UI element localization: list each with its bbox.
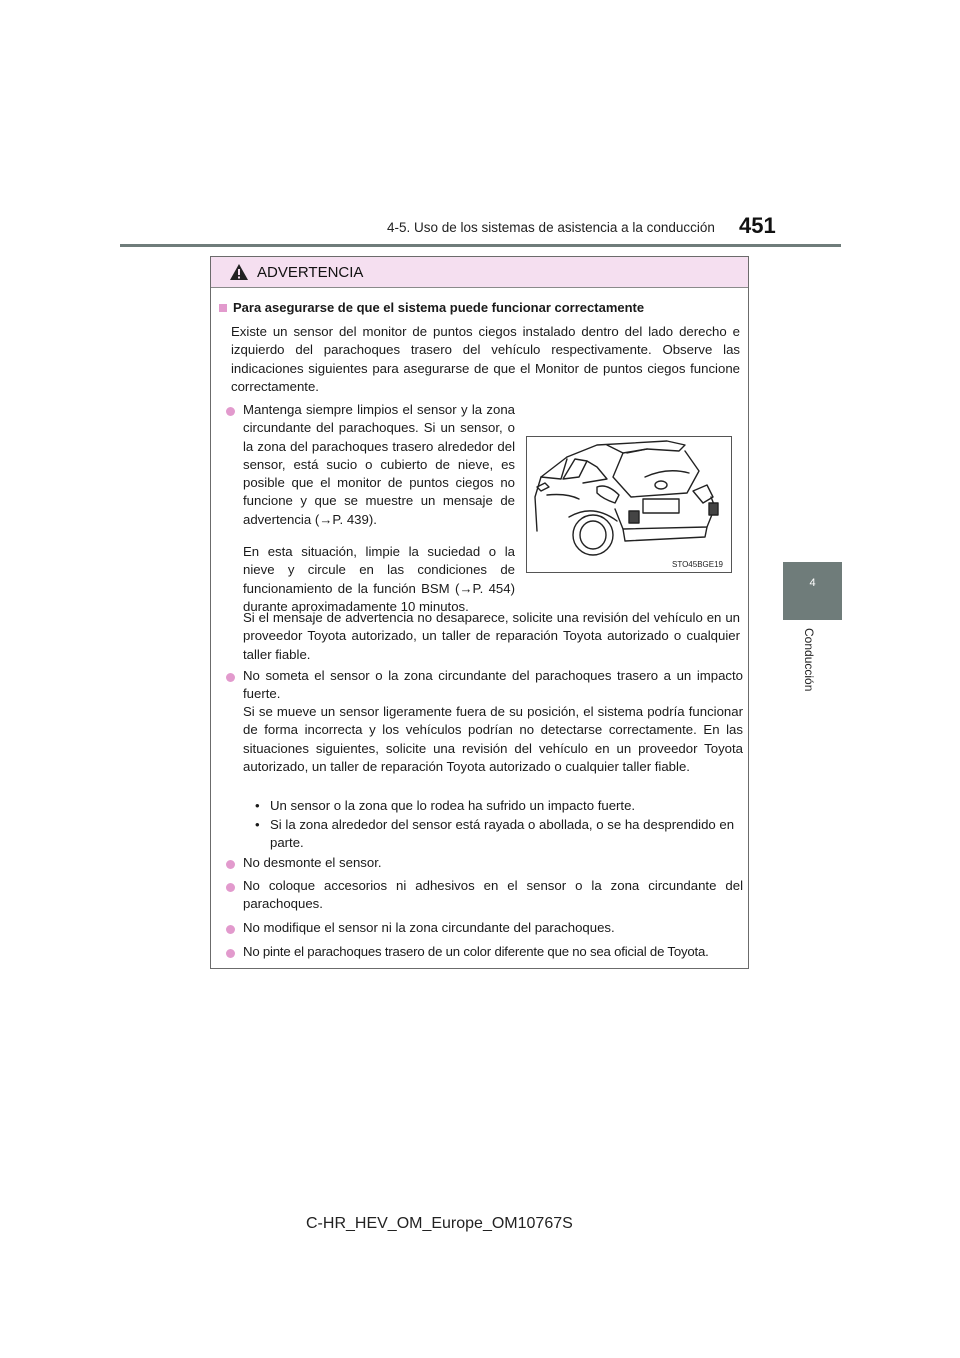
header-rule [120,244,841,247]
bullet-dot-icon [226,407,235,416]
page-number: 451 [739,213,776,238]
bullet4-text: No coloque accesorios ni adhesivos en el sensor o la zona circundante del parachoques. [243,878,743,912]
bullet5-text: No modifique el sensor ni la zona circundante del parachoques. [243,920,615,935]
bullet-dot-icon [226,949,235,958]
bullet1-text: Mantenga siempre limpios el sensor y la zona circundante del parachoques. Si un sensor, o la zona del parachoques trasero alrededor del sensor, está sucio o cubierto de nieve, es posible que el monitor de puntos ciegos no funcione y que se muestre un mensaje de advertencia (→P. 439). [243,402,515,527]
figure-code: STO45BGE19 [672,560,723,569]
sub-list-item: • Si la zona alrededor del sensor está rayada o abollada, o se ha desprendido en parte. [255,817,735,851]
bullet-dot-icon [226,925,235,934]
warning-box [210,256,749,969]
sub-list-item: • Un sensor o la zona que lo rodea ha sufrido un impacto fuerte. [255,798,636,813]
bullet-dot-icon [226,673,235,682]
intro-paragraph: Existe un sensor del monitor de puntos ciegos instalado dentro del lado derecho e izquierdo del parachoques trasero del vehículo respectivamente. Observe las indicaciones siguientes para asegurarse de que el Monitor de puntos ciegos funcione correctamente. [231,324,740,394]
bullet1-followup: En esta situación, limpie la suciedad o la nieve y circule en las condiciones de funcionamiento de la función BSM (→P. 454) durante aproximadamente 10 minutos. [243,544,515,614]
bullet1-closing: Si el mensaje de advertencia no desaparece, solicite una revisión del vehículo en un proveedor Toyota autorizado, un taller de reparación Toyota autorizado o cualquier taller fiable. [243,610,740,662]
chapter-number: 4 [809,577,816,589]
bullet2-detail: Si se mueve un sensor ligeramente fuera de su posición, el sistema podría funcionar de forma incorrecta y los vehículos podrían no detectarse correctamente. En las situaciones siguientes, solicite una revisión del vehículo en un proveedor Toyota autorizado, un taller de reparación Toyota autorizado o cualquier taller fiable. [243,704,743,774]
bullet-dot-icon [226,883,235,892]
warning-icon [229,263,249,281]
bullet-dot-icon [226,860,235,869]
bullet2-text: No someta el sensor o la zona circundante del parachoques trasero a un impacto fuerte. [243,668,743,702]
bullet3-text: No desmonte el sensor. [243,855,382,870]
bullet6-text: No pinte el parachoques trasero de un color diferente que no sea oficial de Toyota. [243,944,709,959]
document-code: C-HR_HEV_OM_Europe_OM10767S [306,1215,573,1232]
chapter-tab[interactable] [783,562,842,620]
warning-header [211,257,748,288]
chapter-title: Conducción [802,628,816,692]
warning-title: ADVERTENCIA [257,263,364,281]
section-heading: Para asegurarse de que el sistema puede funcionar correctamente [219,300,644,315]
car-rear-illustration [527,437,731,557]
section-title: 4-5. Uso de los sistemas de asistencia a la conducción [387,220,715,235]
square-bullet-icon [219,304,227,312]
car-rear-figure [526,436,732,573]
